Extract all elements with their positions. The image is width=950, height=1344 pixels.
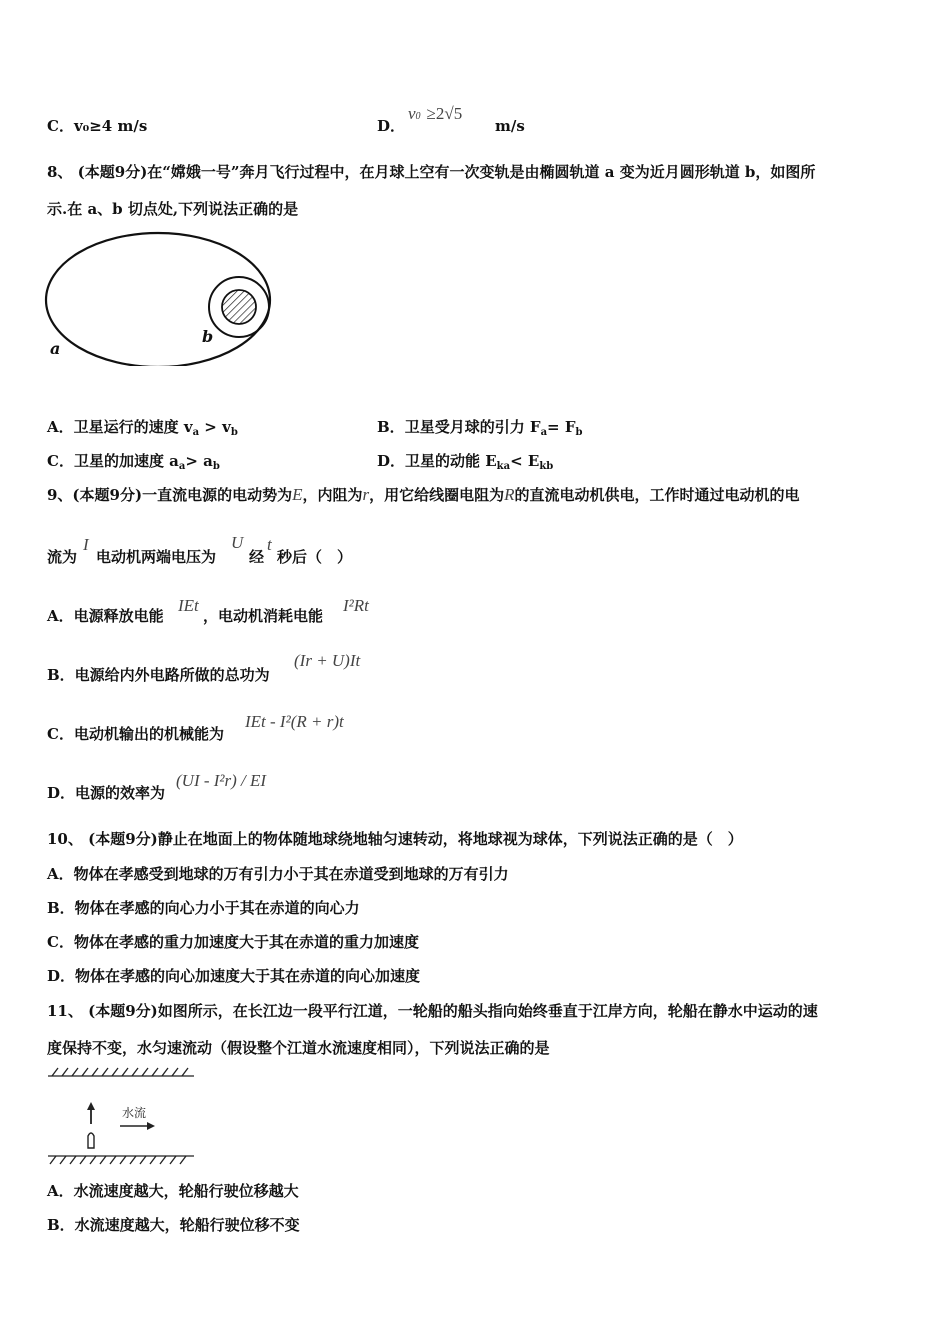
q10-option-b: B．物体在孝感的向心力小于其在赤道的向心力 [47, 899, 360, 917]
q9-option-a-expr1: IEt [178, 596, 199, 615]
orbit-b-label: b [202, 327, 214, 346]
q7-option-c: C．v₀≥4 m/s [47, 117, 148, 135]
q9-var-i: I [83, 535, 89, 554]
q9-option-c-expr: IEt - I²(R + r)t [245, 712, 344, 731]
q7-option-d-unit: m/s [495, 117, 525, 135]
moon [222, 290, 256, 324]
q9-option-c-text: C．电动机输出的机械能为 [47, 725, 224, 743]
q11-stem-line2: 度保持不变，水匀速流动（假设整个江道水流速度相同），下列说法正确的是 [47, 1039, 550, 1057]
q9-stem-line2-d: 秒后（ ） [277, 548, 353, 566]
q10-option-c: C．物体在孝感的重力加速度大于其在赤道的重力加速度 [47, 933, 419, 951]
ship [88, 1133, 94, 1148]
q9-option-a-text: A．电源释放电能 [47, 607, 164, 625]
q7-option-d-letter: D． [377, 117, 406, 135]
q8-orbit-figure [40, 226, 280, 366]
q8-option-b: B．卫星受月球的引力 $F_a= F_b$ [377, 418, 583, 438]
q10-option-a: A．物体在孝感受到地球的万有引力小于其在赤道受到地球的万有引力 [47, 865, 509, 883]
q9-stem-line1: 9、(本题9分)一直流电源的电动势为E，内阻为r，用它给线圈电阻为R的直流电动机供电，工作时通过电动机的电 [47, 485, 800, 504]
q7-option-d-formula: v0 ≥2√5 [408, 104, 463, 123]
q8-option-a: A．卫星运行的速度 $v_a > v_b$ [47, 418, 238, 438]
q9-option-a-expr2: I²Rt [343, 596, 369, 615]
q9-option-b-text: B．电源给内外电路所做的总功为 [47, 666, 270, 684]
q10-stem: 10、 (本题9分)静止在地面上的物体随地球绕地轴匀速转动，将地球视为球体，下列说法正确的是（ ） [47, 830, 743, 848]
q9-stem-line2-b: 电动机两端电压为 [96, 548, 217, 566]
q11-stem-line1: 11、 (本题9分)如图所示，在长江边一段平行江道，一轮船的船头指向始终垂直于江岸方向，轮船在静水中运动的速 [47, 1002, 818, 1020]
q9-stem-line2-a: 流为 [47, 548, 78, 566]
q8-stem-line1: 8、 (本题9分)在“嫦娥一号”奔月飞行过程中，在月球上空有一次变轨是由椭圆轨道 a 变为近月圆形轨道 b，如图所 [47, 163, 816, 181]
q8-option-c: C．卫星的加速度 $a_a> a_b$ [47, 452, 220, 472]
q8-stem-line2: 示.在 a、b 切点处,下列说法正确的是 [47, 200, 299, 218]
q8-option-d: D．卫星的动能 $E_{ka}< E_{kb}$ [377, 452, 554, 472]
q11-option-a: A．水流速度越大，轮船行驶位移越大 [47, 1182, 299, 1200]
q9-option-d-expr: (UI - I²r) / EI [176, 771, 267, 790]
q11-option-b: B．水流速度越大，轮船行驶位移不变 [47, 1216, 300, 1234]
q9-var-t: t [267, 535, 272, 554]
orbit-a-label: a [50, 339, 61, 358]
q9-option-b-expr: (Ir + U)It [294, 651, 361, 670]
q9-option-a-mid: ，电动机消耗电能 [203, 607, 324, 625]
flow-label: 水流 [122, 1106, 147, 1120]
q11-river-figure [44, 1064, 200, 1168]
q9-option-d-text: D．电源的效率为 [47, 784, 166, 802]
q9-var-u: U [231, 533, 244, 552]
q10-option-d: D．物体在孝感的向心加速度大于其在赤道的向心加速度 [47, 967, 421, 985]
q9-stem-line2-c: 经 [249, 548, 265, 566]
